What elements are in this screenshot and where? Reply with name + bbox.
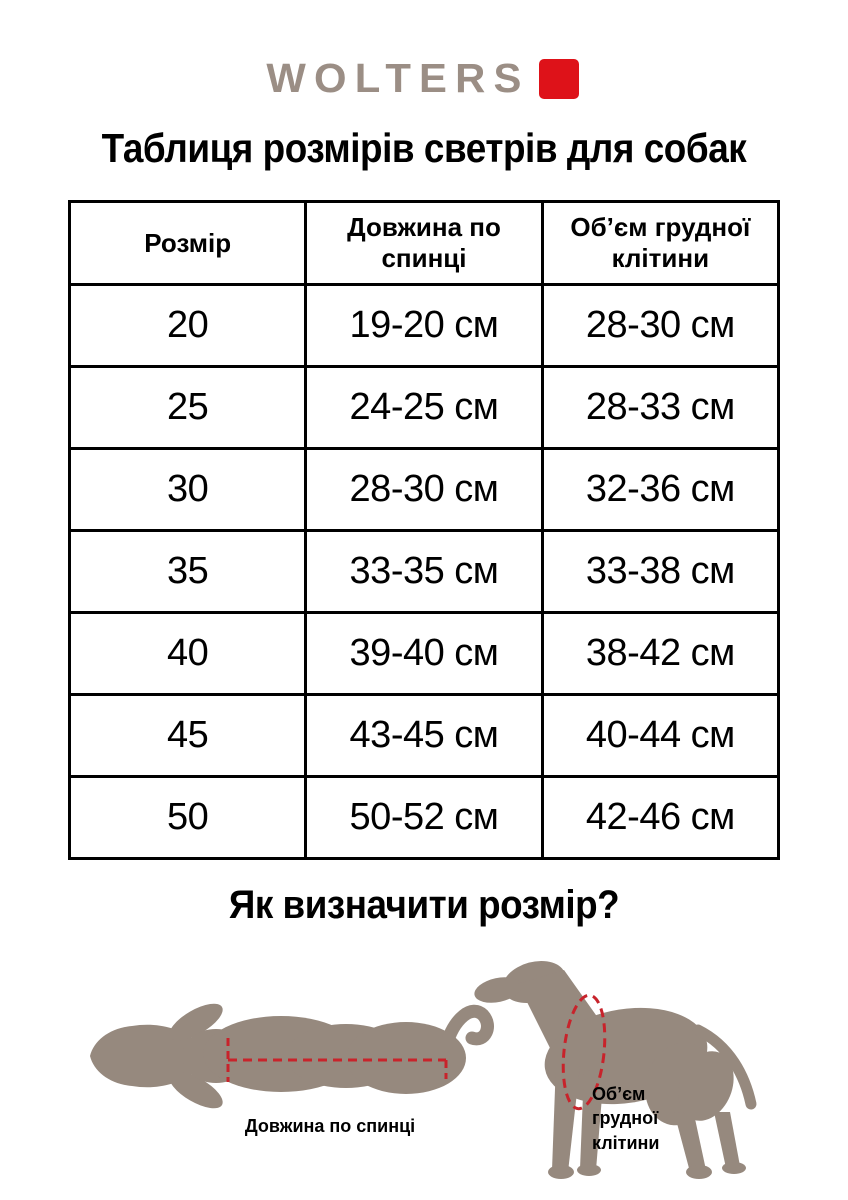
cell-chest: 40-44 см xyxy=(542,695,778,777)
cell-chest: 38-42 см xyxy=(542,613,778,695)
table-row xyxy=(70,285,779,367)
cell-size: 40 xyxy=(70,613,306,695)
brand-logo xyxy=(0,0,848,99)
cell-chest: 28-30 см xyxy=(542,285,778,367)
column-header-size: Розмір xyxy=(70,202,306,285)
how-to-measure-title: Як визначити розмір? xyxy=(228,883,620,928)
cell-size: 25 xyxy=(70,367,306,449)
cell-back-length: 50-52 см xyxy=(306,777,542,859)
measurement-diagram xyxy=(0,944,848,1200)
brand-logo-red-square xyxy=(539,59,579,99)
cell-size: 50 xyxy=(70,777,306,859)
cell-size: 45 xyxy=(70,695,306,777)
top-view-dog-illustration xyxy=(76,966,496,1136)
chest-label: Об’єм грудної клітини xyxy=(592,1084,660,1153)
table-row xyxy=(70,531,779,613)
cell-chest: 33-38 см xyxy=(542,531,778,613)
cell-size: 30 xyxy=(70,449,306,531)
table-row xyxy=(70,367,779,449)
column-header-chest: Об’єм грудної клітини xyxy=(542,202,778,285)
cell-back-length: 19-20 см xyxy=(306,285,542,367)
table-row xyxy=(70,695,779,777)
page-title: Таблиця розмірів светрів для собак xyxy=(101,125,747,171)
table-row xyxy=(70,777,779,859)
cell-back-length: 24-25 см xyxy=(306,367,542,449)
cell-chest: 28-33 см xyxy=(542,367,778,449)
cell-size: 20 xyxy=(70,285,306,367)
table-header-row xyxy=(70,202,779,285)
table-row xyxy=(70,449,779,531)
cell-chest: 32-36 см xyxy=(542,449,778,531)
cell-back-length: 39-40 см xyxy=(306,613,542,695)
column-header-back-length: Довжина по спинці xyxy=(306,202,542,285)
back-length-label: Довжина по спинці xyxy=(244,1116,416,1137)
size-table xyxy=(68,200,780,860)
cell-chest: 42-46 см xyxy=(542,777,778,859)
cell-back-length: 33-35 см xyxy=(306,531,542,613)
cell-back-length: 28-30 см xyxy=(306,449,542,531)
cell-back-length: 43-45 см xyxy=(306,695,542,777)
brand-logo-text: WOLTERS xyxy=(265,55,530,101)
cell-size: 35 xyxy=(70,531,306,613)
table-row xyxy=(70,613,779,695)
